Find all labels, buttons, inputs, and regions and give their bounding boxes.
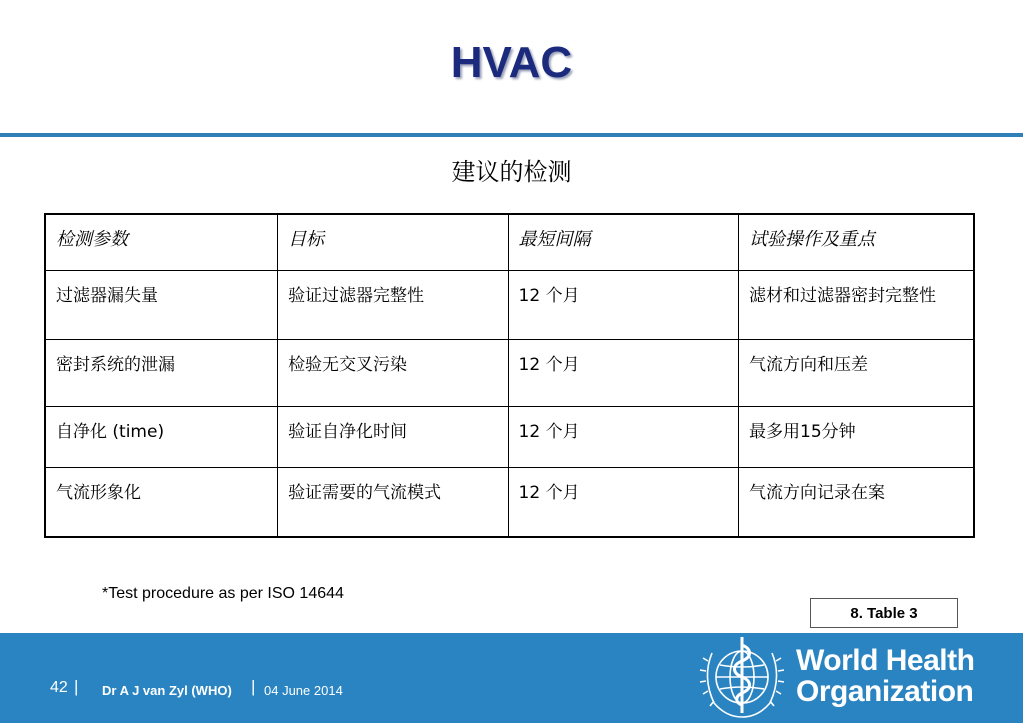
title-divider <box>0 133 1023 137</box>
slide-subtitle: 建议的检测 <box>451 158 572 186</box>
table-cell: 验证过滤器完整性 <box>278 271 508 340</box>
table-cell: 滤材和过滤器密封完整性 <box>739 271 974 340</box>
page-number: 42 <box>50 679 68 696</box>
test-parameters-table <box>44 213 975 538</box>
header-cell: 最短间隔 <box>508 214 738 271</box>
table-cell: 最多用15分钟 <box>739 407 974 468</box>
author: Dr A J van Zyl (WHO) <box>102 683 232 698</box>
header-cell: 检测参数 <box>45 214 278 271</box>
org-name-line1: World Health <box>796 644 975 677</box>
table-cell: 检验无交叉污染 <box>278 340 508 407</box>
table-row <box>45 271 974 340</box>
table-cell: 12 个月 <box>508 468 738 538</box>
table-cell: 12 个月 <box>508 407 738 468</box>
table-cell: 验证自净化时间 <box>278 407 508 468</box>
table-cell: 密封系统的泄漏 <box>45 340 278 407</box>
org-name-line2: Organization <box>796 675 974 708</box>
table-cell: 验证需要的气流模式 <box>278 468 508 538</box>
slide-title: HVAC <box>450 38 573 87</box>
table-cell: 12 个月 <box>508 271 738 340</box>
reference-box: 8. Table 3 <box>810 598 958 628</box>
table-header-row <box>45 214 974 271</box>
date: 04 June 2014 <box>264 683 343 698</box>
who-emblem-icon <box>694 633 790 721</box>
footer-separator: | <box>251 677 256 696</box>
table-row <box>45 340 974 407</box>
table-cell: 气流方向记录在案 <box>739 468 974 538</box>
footnote: *Test procedure as per ISO 14644 <box>102 585 344 602</box>
header-cell: 试验操作及重点 <box>739 214 974 271</box>
who-wordmark <box>796 645 974 707</box>
table-cell: 气流形象化 <box>45 468 278 538</box>
header-cell: 目标 <box>278 214 508 271</box>
table-row <box>45 407 974 468</box>
table-cell: 过滤器漏失量 <box>45 271 278 340</box>
table-cell: 12 个月 <box>508 340 738 407</box>
table-row <box>45 468 974 538</box>
footer-separator: | <box>74 677 79 696</box>
table-cell: 自净化 (time) <box>45 407 278 468</box>
table-cell: 气流方向和压差 <box>739 340 974 407</box>
